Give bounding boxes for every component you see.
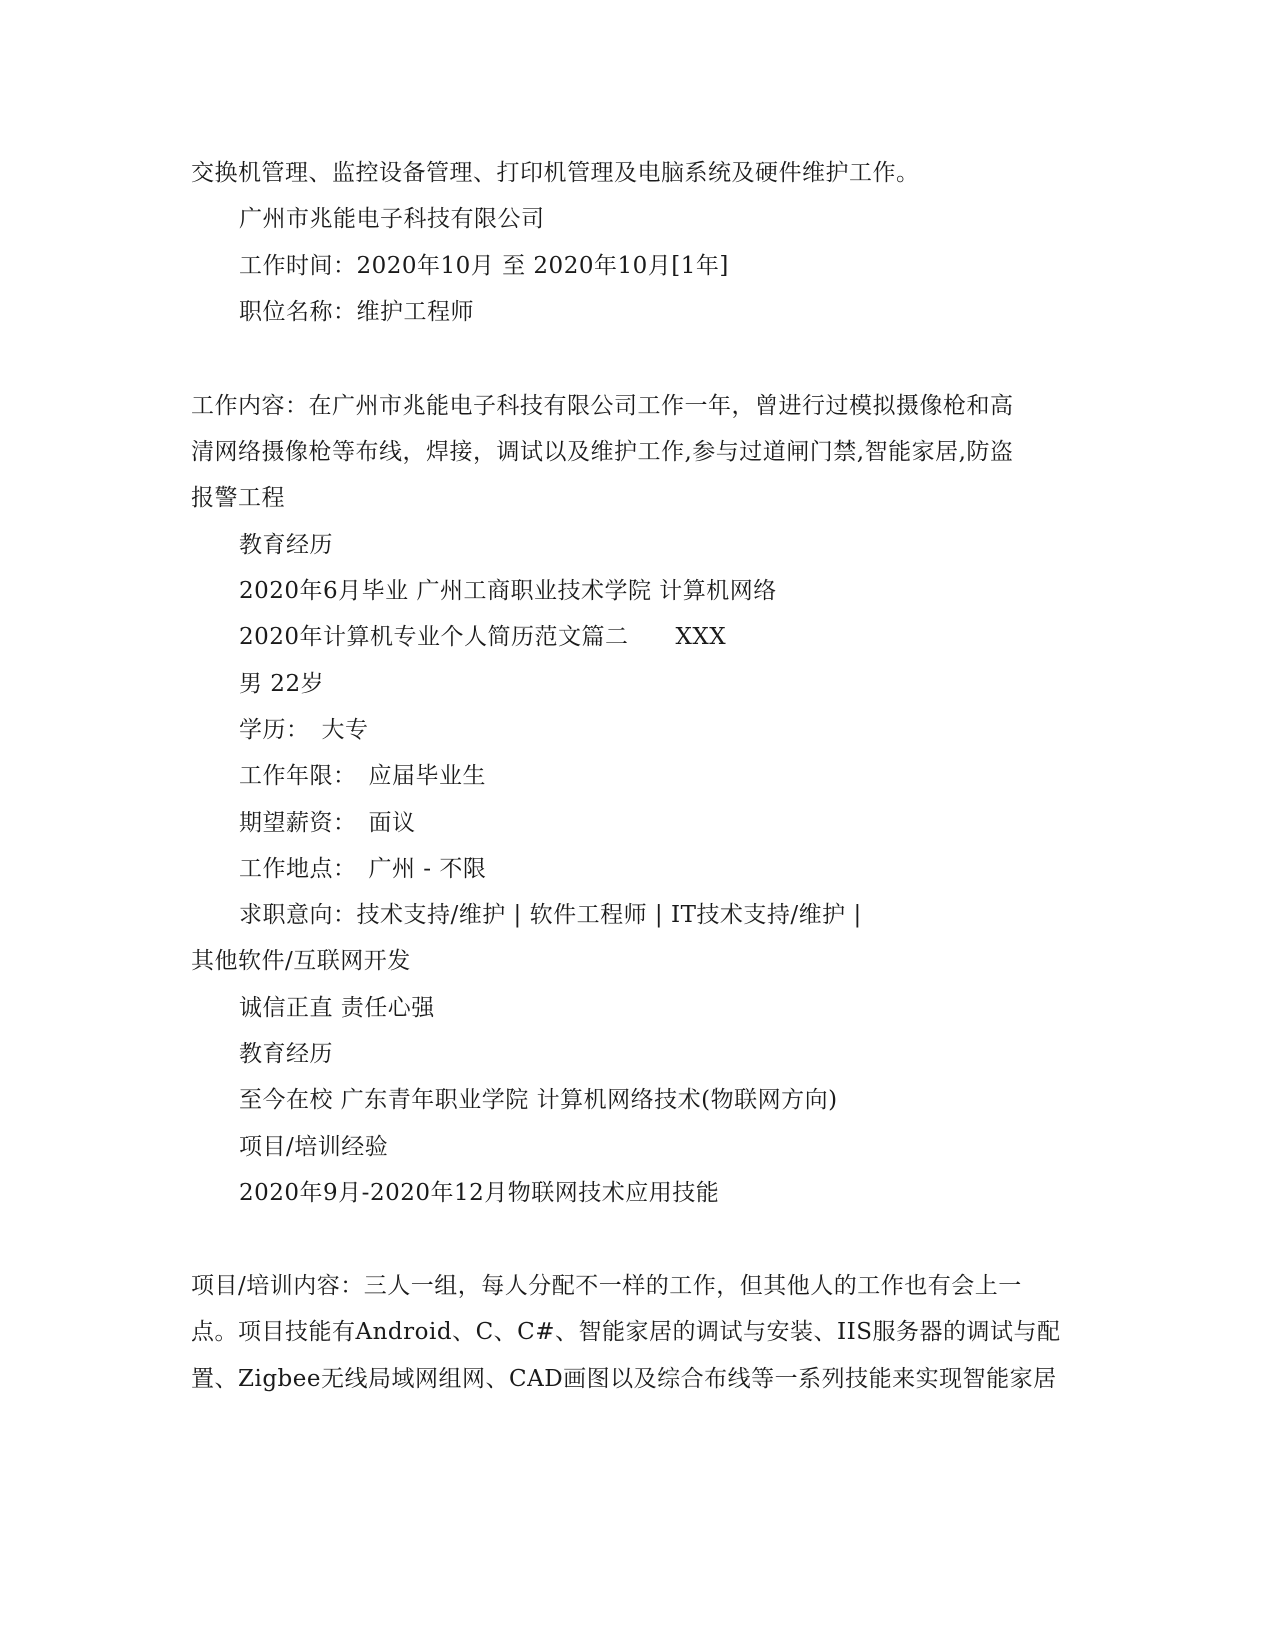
- work-period: 工作时间：2020年10月 至 2020年10月[1年]: [239, 253, 729, 279]
- project-content-line: 点。项目技能有Android、C、C#、智能家居的调试与安装、IIS服务器的调试与配: [191, 1319, 1061, 1345]
- job-intention-cont: 其他软件/互联网开发: [191, 948, 411, 974]
- project-entry: 2020年9月-2020年12月物联网技术应用技能: [239, 1180, 720, 1206]
- gender-age: 男 22岁: [239, 671, 325, 697]
- work-location: 工作地点： 广州 - 不限: [239, 856, 487, 882]
- resume-title: 2020年计算机专业个人简历范文篇二 XXX: [239, 624, 727, 650]
- project-content-line: 置、Zigbee无线局域网组网、CAD画图以及综合布线等一系列技能来实现智能家居: [191, 1366, 1057, 1392]
- work-content-line: 工作内容：在广州市兆能电子科技有限公司工作一年，曾进行过模拟摄像枪和高: [191, 393, 1014, 419]
- work-years: 工作年限： 应届毕业生: [239, 763, 486, 789]
- work-content-line: 清网络摄像枪等布线，焊接，调试以及维护工作,参与过道闸门禁,智能家居,防盗: [191, 439, 1014, 465]
- section-heading-education: 教育经历: [239, 532, 333, 558]
- self-evaluation: 诚信正直 责任心强: [239, 995, 435, 1021]
- section-heading-education: 教育经历: [239, 1041, 333, 1067]
- education-level: 学历： 大专: [239, 717, 369, 743]
- company-name: 广州市兆能电子科技有限公司: [239, 206, 545, 232]
- education-entry: 至今在校 广东青年职业学院 计算机网络技术(物联网方向): [239, 1087, 838, 1113]
- section-heading-projects: 项目/培训经验: [239, 1134, 389, 1160]
- project-content-line: 项目/培训内容：三人一组，每人分配不一样的工作，但其他人的工作也有会上一: [191, 1273, 1022, 1299]
- job-intention: 求职意向：技术支持/维护 | 软件工程师 | IT技术支持/维护 |: [239, 902, 862, 928]
- text-line: 交换机管理、监控设备管理、打印机管理及电脑系统及硬件维护工作。: [191, 160, 920, 186]
- job-title: 职位名称：维护工程师: [239, 299, 474, 325]
- expected-salary: 期望薪资： 面议: [239, 810, 416, 836]
- work-content-line: 报警工程: [191, 485, 285, 511]
- education-entry: 2020年6月毕业 广州工商职业技术学院 计算机网络: [239, 578, 777, 604]
